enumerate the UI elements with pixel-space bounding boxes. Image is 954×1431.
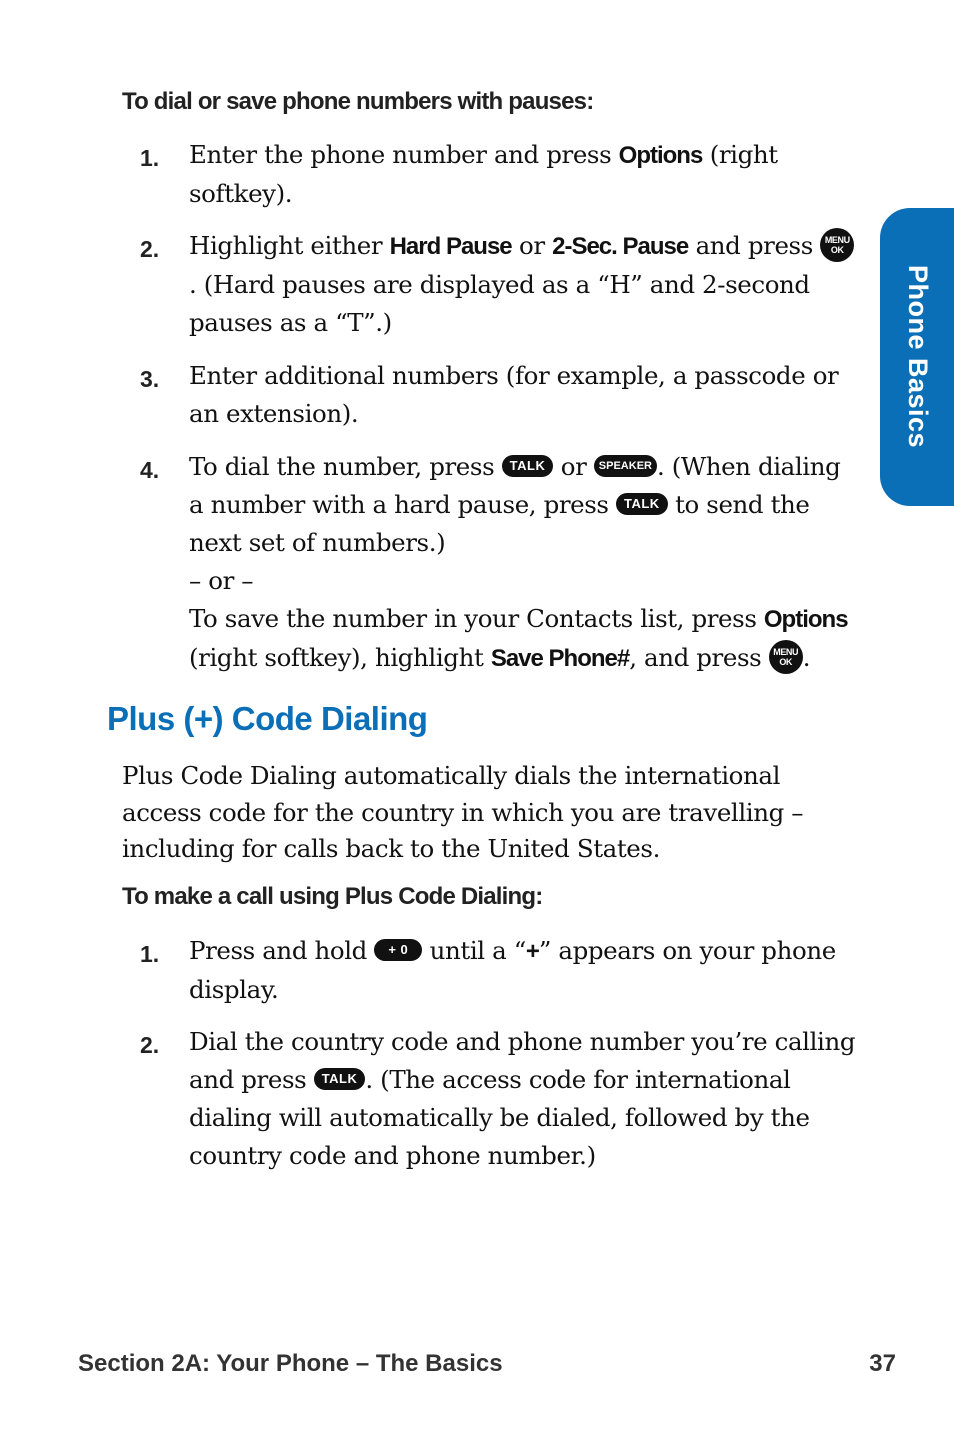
menu-ok-key-icon: MENU OK — [769, 640, 803, 674]
plus-code-title: Plus (+) Code Dialing — [107, 700, 428, 737]
save-phone-label: Save Phone# — [490, 645, 630, 672]
step-text: Enter additional numbers (for example, a passcode or an extension). — [189, 361, 839, 428]
two-sec-pause-label: 2-Sec. Pause — [552, 233, 689, 260]
step-number: 4. — [140, 457, 160, 483]
step-number: 1. — [140, 145, 160, 171]
talk-key-icon: TALK — [314, 1068, 366, 1090]
menu-ok-key-icon: MENU OK — [820, 228, 854, 262]
options-key-label: Options — [763, 606, 848, 633]
footer-section: Section 2A: Your Phone – The Basics — [78, 1350, 503, 1377]
pauses-heading: To dial or save phone numbers with pauses: — [122, 88, 594, 115]
plus-sign: + — [525, 938, 539, 965]
hard-pause-label: Hard Pause — [389, 233, 512, 260]
step-text: Highlight either Hard Pause or 2-Sec. Pause and press MENU OK. (Hard pauses are displayed as a “H” and 2-second pauses as a “T”.) — [189, 227, 861, 342]
side-tab-label: Phone Basics — [903, 265, 933, 449]
step-text: Dial the country code and phone number you’re calling and press TALK . (The access code for international dialing will automatically be dialed, followed by the country code and phone number.) — [189, 1027, 856, 1170]
plus-zero-key-icon: + 0 — [374, 939, 422, 961]
step-number: 2. — [140, 1032, 160, 1058]
step-text: To dial the number, press TALK or SPEAKER . (When dialing a number with a hard pause, press TALK to send the next set of numbers.) – or – To save the number in your Contacts list, press Options (right softkey), highlight Save Phone#, and press MENU OK . — [189, 452, 848, 672]
step-text: Enter the phone number and press Options (right softkey). — [189, 140, 778, 208]
plus-code-intro: Plus Code Dialing automatically dials the international access code for the country in which you are travelling – including for calls back to the United States. — [122, 761, 804, 863]
speaker-key-icon: SPEAKER — [594, 455, 657, 477]
options-key-label: Options — [618, 142, 703, 169]
step-number: 3. — [140, 366, 160, 392]
step-text: Press and hold + 0 until a “+” appears on your phone display. — [189, 936, 836, 1004]
talk-key-icon: TALK — [502, 455, 554, 477]
side-tab — [880, 208, 954, 506]
plus-code-heading: To make a call using Plus Code Dialing: — [122, 883, 543, 910]
talk-key-icon: TALK — [616, 493, 668, 515]
page-number: 37 — [869, 1350, 896, 1377]
step-number: 1. — [140, 941, 160, 967]
or-separator: – or – — [189, 566, 254, 595]
step-number: 2. — [140, 236, 160, 262]
